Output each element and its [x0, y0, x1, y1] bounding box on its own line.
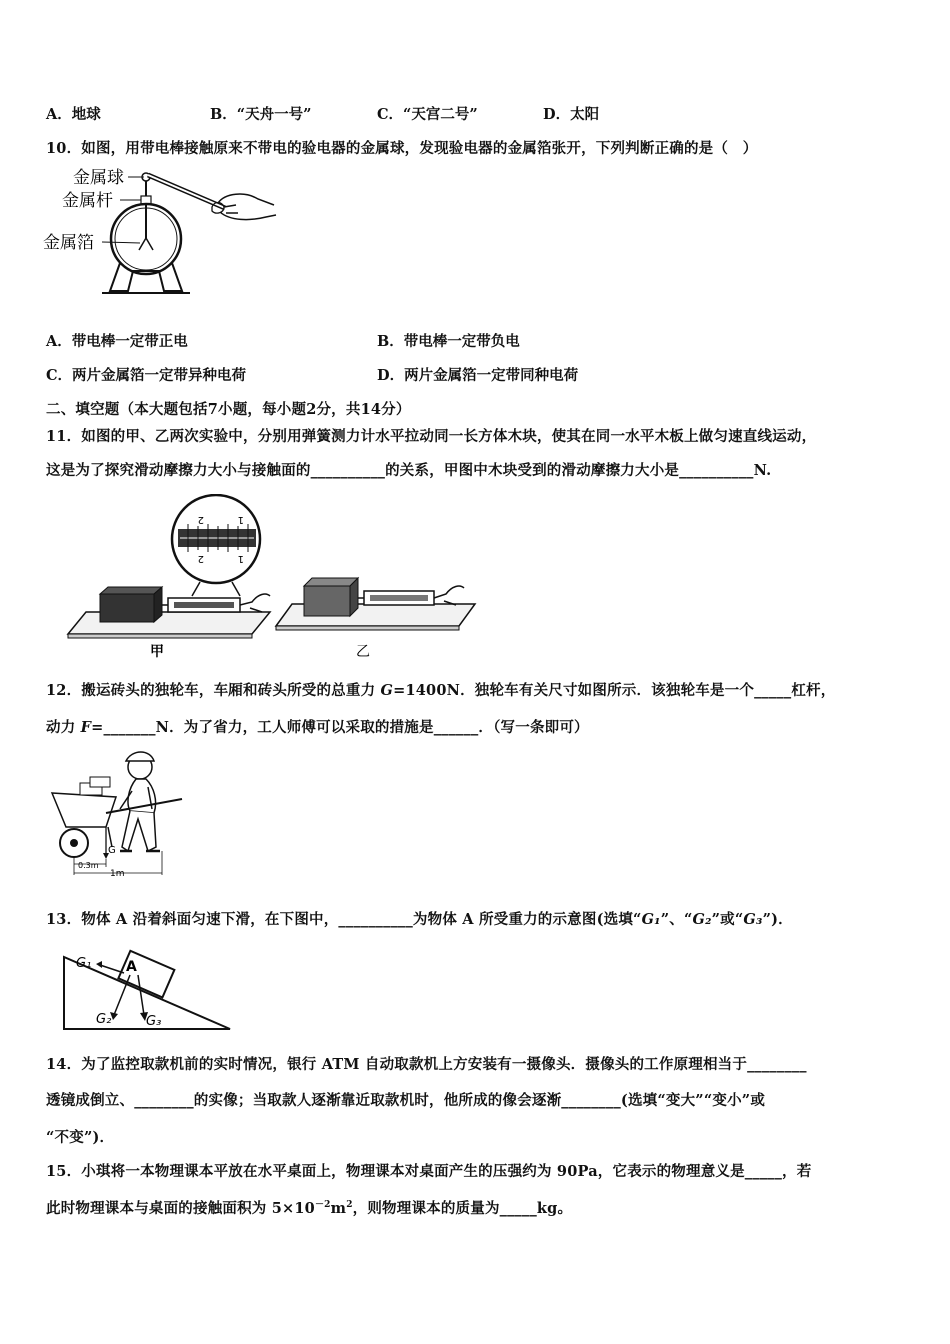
scale-digit-2-bottom: 2: [197, 553, 204, 564]
q12-line2-a: 动力: [46, 719, 81, 736]
q9-option-c: C．“天宫二号”: [377, 106, 478, 123]
q14-line2: 透镜成倒立、________的实像；当取款人逐渐靠近取款机时，他所成的像会逐渐________(选填“变大”“变小”或: [46, 1092, 766, 1109]
label-g1: G₁: [76, 956, 92, 971]
q13-g1: G₁: [641, 911, 661, 928]
label-0-3m: 0.3m: [78, 861, 99, 870]
label-metal-rod: 金属杆: [62, 191, 113, 211]
q13-stem-a: 13．物体 A 沿着斜面匀速下滑，在下图中，__________为物体 A 所受重力的示意图(选填“: [46, 911, 642, 928]
scale-digit-1-top: 1: [237, 514, 244, 525]
q13-sep1: ”、“: [660, 911, 693, 928]
q11-line2: 这是为了探究滑动摩擦力大小与接触面的__________的关系，甲图中木块受到的滑动摩擦力大小是__________N.: [46, 462, 772, 479]
q10-option-d: D．两片金属箔一定带同种电荷: [377, 367, 579, 384]
label-metal-foil: 金属箔: [43, 233, 94, 253]
q9-option-b: B．“天舟一号”: [210, 106, 312, 123]
label-metal-ball: 金属球: [73, 168, 124, 188]
label-1m: 1m: [110, 869, 125, 879]
q15-square: 2: [346, 1200, 353, 1211]
electroscope-figure: [40, 163, 280, 298]
q12-line2: [46, 716, 589, 737]
q15-line2-a: 此时物理课本与桌面的接触面积为 5×10: [46, 1200, 315, 1217]
q10-option-a: A．带电棒一定带正电: [46, 333, 188, 350]
q13-stem-b: ”)．: [762, 911, 793, 928]
q12-line1-a: 12．搬运砖头的独轮车，车厢和砖头所受的总重力: [46, 682, 381, 699]
q12-var-g: G: [380, 682, 394, 699]
label-g: G: [108, 845, 116, 856]
friction-experiment-figure: [60, 494, 480, 664]
q14-line1: 14．为了监控取款机前的实时情况，银行 ATM 自动取款机上方安装有一摄像头．摄像头的工作原理相当于________: [46, 1056, 807, 1073]
q15-exponent: －2: [314, 1200, 331, 1211]
scale-digit-2-top: 2: [197, 514, 204, 525]
q15-line2-b: m: [330, 1200, 347, 1217]
incline-figure: [58, 945, 238, 1033]
q13-g3: G₃: [743, 911, 763, 928]
q10-option-b: B．带电棒一定带负电: [377, 333, 520, 350]
q15-line1: 15．小琪将一本物理课本平放在水平桌面上，物理课本对桌面产生的压强约为 90Pa，它表示的物理意义是_____，若: [46, 1163, 812, 1180]
wheelbarrow-figure: [44, 747, 194, 882]
q9-option-a: A．地球: [46, 106, 101, 123]
q13-g2: G₂: [692, 911, 712, 928]
label-jia: 甲: [150, 644, 164, 660]
q13-sep2: ”或“: [711, 911, 744, 928]
label-block-a: A: [126, 959, 137, 975]
label-g3: G₃: [146, 1014, 162, 1029]
label-yi: 乙: [356, 644, 370, 660]
q15-line2: [46, 1197, 572, 1218]
q12-line1-b: =1400N．独轮车有关尺寸如图所示．该独轮车是一个_____杠杆，: [393, 682, 836, 699]
label-g2: G₂: [96, 1012, 112, 1027]
q10-option-c: C．两片金属箔一定带异种电荷: [46, 367, 247, 384]
q9-option-d: D．太阳: [543, 106, 600, 123]
q10-stem: 10．如图，用带电棒接触原来不带电的验电器的金属球，发现验电器的金属箔张开，下列判断正确的是（ ）: [46, 140, 758, 157]
section2-heading: 二、填空题（本大题包括7小题，每小题2分，共14分）: [46, 401, 411, 418]
scale-digit-1-bottom: 1: [237, 553, 244, 564]
q14-line3: “不变”)．: [46, 1129, 115, 1146]
q13-stem: [46, 908, 793, 929]
q12-line2-b: =_______N．为了省力，工人师傅可以采取的措施是______．（写一条即可）: [91, 719, 589, 736]
q15-line2-c: ，则物理课本的质量为_____kg。: [352, 1200, 573, 1217]
q12-var-f: F: [80, 719, 92, 736]
q12-line1: [46, 679, 835, 700]
q11-line1: 11．如图的甲、乙两次实验中，分别用弹簧测力计水平拉动同一长方体木块，使其在同一水平木板上做匀速直线运动，: [46, 428, 817, 445]
